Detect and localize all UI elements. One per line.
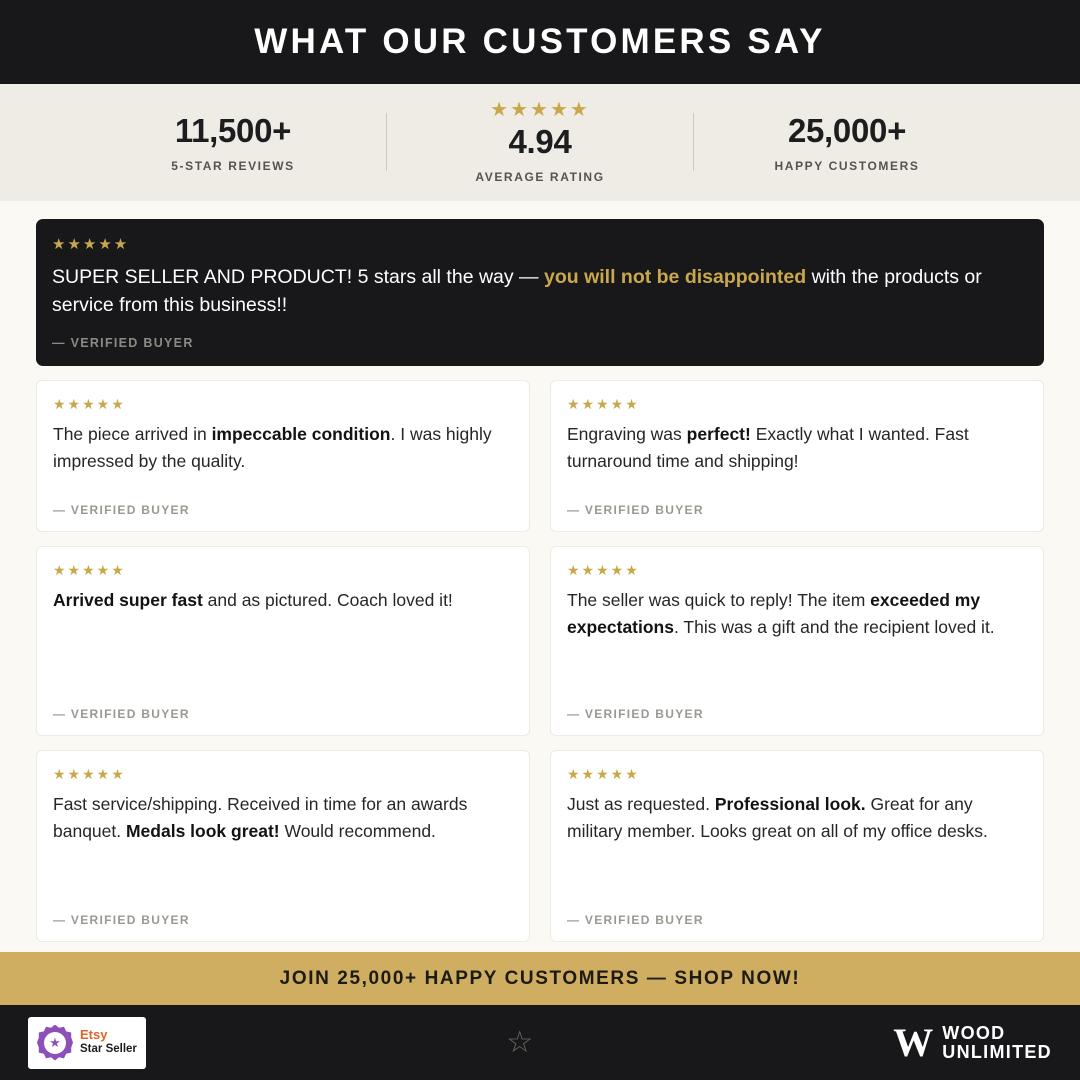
review-card [550,380,1044,532]
review-buyer: — VERIFIED BUYER [567,503,704,518]
review-card [550,750,1044,942]
review-stars-icon: ★★★★★ [567,766,640,783]
etsy-star-seller-badge [28,1017,146,1069]
featured-text-before: SUPER SELLER AND PRODUCT! 5 stars all the way — [52,265,544,288]
review-card [36,380,530,532]
reviews-row-1 [36,380,1044,532]
review-text-part: Would recommend. [279,820,436,841]
review-text-emphasis: exceeded my expectations [567,590,981,637]
stat-reviews-label: 5-STAR REVIEWS [171,158,295,173]
star-seal-icon: ★ [37,1025,73,1061]
stat-reviews [108,112,358,173]
cta-label: JOIN 25,000+ HAPPY CUSTOMERS — SHOP NOW! [279,967,801,989]
stat-customers-value: 25,000+ [787,111,907,149]
page-footer [0,1005,1080,1080]
review-text-part: Just as requested. [567,794,715,815]
featured-text-after: with the products or service from this business!! [52,265,982,317]
review-text-emphasis: Professional look. [714,794,866,815]
stat-rating [415,100,665,184]
review-card [36,546,530,736]
review-text-emphasis: perfect! [686,424,751,445]
review-card [550,546,1044,736]
stat-rating-label: AVERAGE RATING [475,170,605,185]
stat-reviews-value: 11,500+ [174,111,292,149]
review-text [567,421,1025,487]
stat-customers-label: HAPPY CUSTOMERS [774,158,920,173]
review-text-emphasis: Arrived super fast [53,590,203,611]
page-title: WHAT OUR CUSTOMERS SAY [254,22,826,62]
brand-mark-icon: W [893,1019,932,1065]
review-stars-icon: ★★★★★ [53,766,126,783]
review-text-emphasis: Medals look great! [125,820,280,841]
review-stars-icon: ★★★★★ [53,562,126,579]
brand-line2: UNLIMITED [942,1041,1052,1062]
featured-review [36,219,1044,366]
review-text-part: Great for any military member. Looks great on all of my office desks. [567,794,988,841]
review-stars-icon: ★★★★★ [567,396,640,413]
review-buyer: — VERIFIED BUYER [567,707,704,722]
featured-review-buyer: — VERIFIED BUYER [52,336,194,351]
review-buyer: — VERIFIED BUYER [53,913,190,928]
review-stars-icon: ★★★★★ [53,396,126,413]
review-buyer: — VERIFIED BUYER [53,707,190,722]
review-text [567,587,1025,691]
review-text-part: Exactly what I wanted. Fast turnaround time and shipping! [567,424,969,471]
review-text [567,791,1025,897]
reviews-row-3 [36,750,1044,942]
featured-review-text [52,263,1024,319]
etsy-badge-line1: Etsy [80,1027,108,1043]
stat-rating-value: 4.94 [508,123,572,161]
rating-stars-icon: ★★★★★ [490,99,590,122]
review-text-part: Fast service/shipping. Received in time for an awards banquet. [53,794,468,841]
review-text-part: The piece arrived in [53,424,212,445]
page-header [0,0,1080,84]
review-buyer: — VERIFIED BUYER [567,913,704,928]
star-outline-icon: ☆ [506,1025,534,1059]
reviews-section [0,201,1080,942]
review-text-part: The seller was quick to reply! The item [567,590,871,611]
review-stars-icon: ★★★★★ [52,235,130,253]
review-text-emphasis: impeccable condition [211,424,391,445]
review-buyer: — VERIFIED BUYER [53,503,190,518]
review-text [53,421,511,487]
brand-line1: WOOD [942,1022,1006,1043]
stats-divider-1 [386,113,387,171]
review-text [53,587,511,691]
review-card [36,750,530,942]
reviews-row-2 [36,546,1044,736]
review-text-part: . This was a gift and the recipient loved it. [673,616,995,637]
etsy-badge-line2: Star Seller [80,1043,137,1056]
stats-bar [0,84,1080,201]
stats-divider-2 [693,113,694,171]
review-text-part: and as pictured. Coach loved it! [202,590,453,611]
review-text-part: . I was highly impressed by the quality. [53,424,492,471]
review-stars-icon: ★★★★★ [567,562,640,579]
cta-banner[interactable] [0,952,1080,1005]
review-text [53,791,511,897]
stat-customers [722,112,972,173]
review-text-part: Engraving was [567,424,687,445]
featured-text-highlight: you will not be disappointed [543,265,807,288]
brand-logo [893,1019,1052,1065]
